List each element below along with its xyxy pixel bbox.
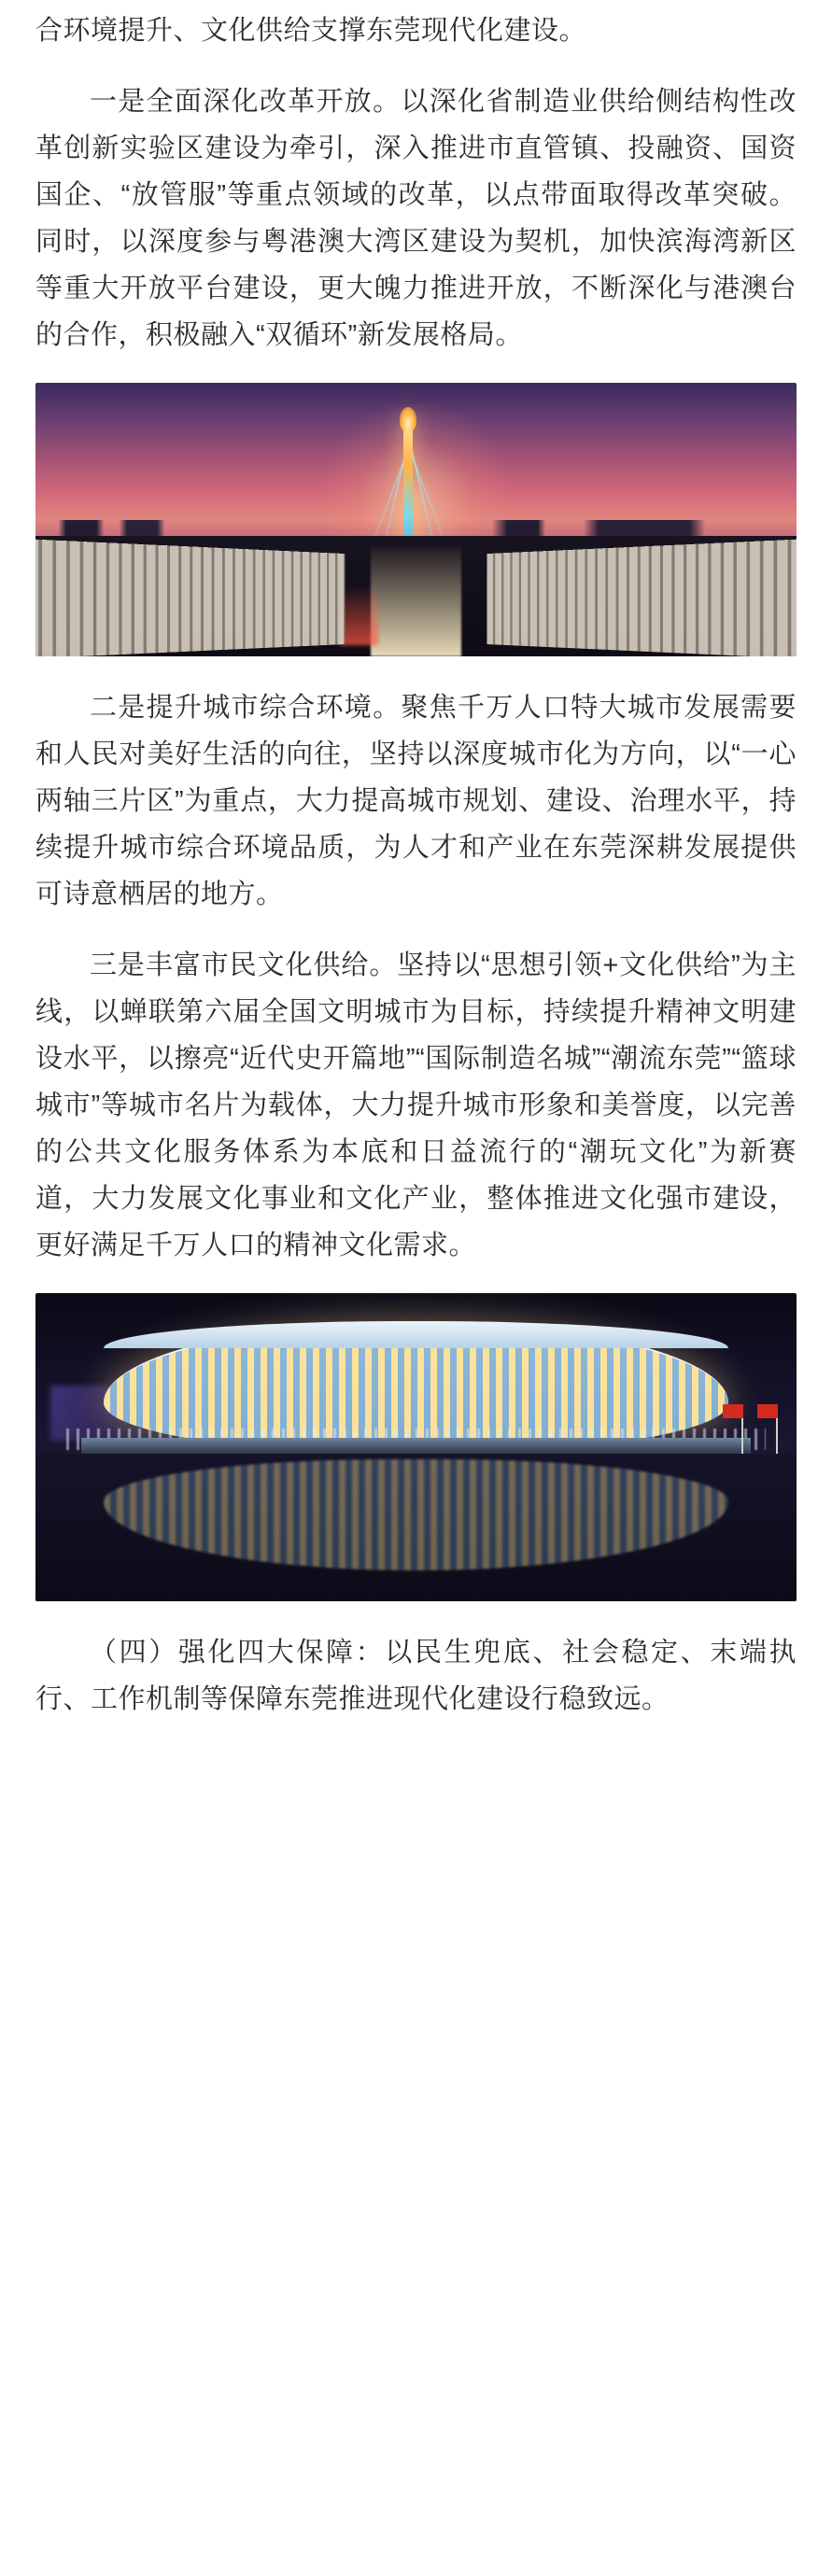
red-flag-1 <box>723 1404 743 1418</box>
red-flag-2 <box>757 1404 778 1418</box>
bridge-railing-left <box>35 538 345 656</box>
paragraph-2: 一是全面深化改革开放。以深化省制造业供给侧结构性改革创新实验区建设为牵引，深入推进市直管镇、投融资、国资国企、“放管服”等重点领域的改革，以点带面取得改革突破。同时，以深度参与粤港澳大湾区建设为契机，加快滨海湾新区等重大开放平台建设，更大魄力推进开放，不断深化与港澳台的合作，积极融入“双循环”新发展格局。 <box>35 87 797 350</box>
paragraph-3: 二是提升城市综合环境。聚焦千万人口特大城市发展需要和人民对美好生活的向往，坚持以深度城市化为方向，以“一心两轴三片区”为重点，大力提高城市规划、建设、治理水平，持续提升城市综合环境品质，为人才和产业在东莞深耕发展提供可诗意栖居的地方。 <box>35 693 797 909</box>
pylon-light <box>400 407 416 431</box>
arena-roof-band <box>104 1321 727 1349</box>
figure-bridge <box>35 383 797 656</box>
paragraph-5: （四）强化四大保障：以民生兜底、社会稳定、末端执行、工作机制等保障东莞推进现代化建设行稳致远。 <box>35 1638 797 1714</box>
vehicle-light-trail <box>371 547 462 656</box>
article-page <box>0 7 832 1723</box>
bridge-railing-right <box>487 538 797 656</box>
paragraph-4: 三是丰富市民文化供给。坚持以“思想引领+文化供给”为主线，以蝉联第六届全国文明城市为目标，持续提升精神文明建设水平，以擦亮“近代史开篇地”“国际制造名城”“潮流东莞”“篮球城市”等城市名片为载体，大力提升城市形象和美誉度，以完善的公共文化服务体系为本底和日益流行的“潮玩文化”为新赛道，大力发展文化事业和文化产业，整体推进文化强市建设，更好满足千万人口的精神文化需求。 <box>35 950 797 1260</box>
figure-arena <box>35 1293 797 1601</box>
paragraph-1: 合环境提升、文化供给支撑东莞现代化建设。 <box>35 16 587 46</box>
arena-night-reflection-photo <box>35 1293 797 1601</box>
arena-base-platform <box>81 1438 751 1454</box>
vehicle-tail-light-trail <box>340 585 378 645</box>
bridge-tower-dusk-photo <box>35 383 797 656</box>
